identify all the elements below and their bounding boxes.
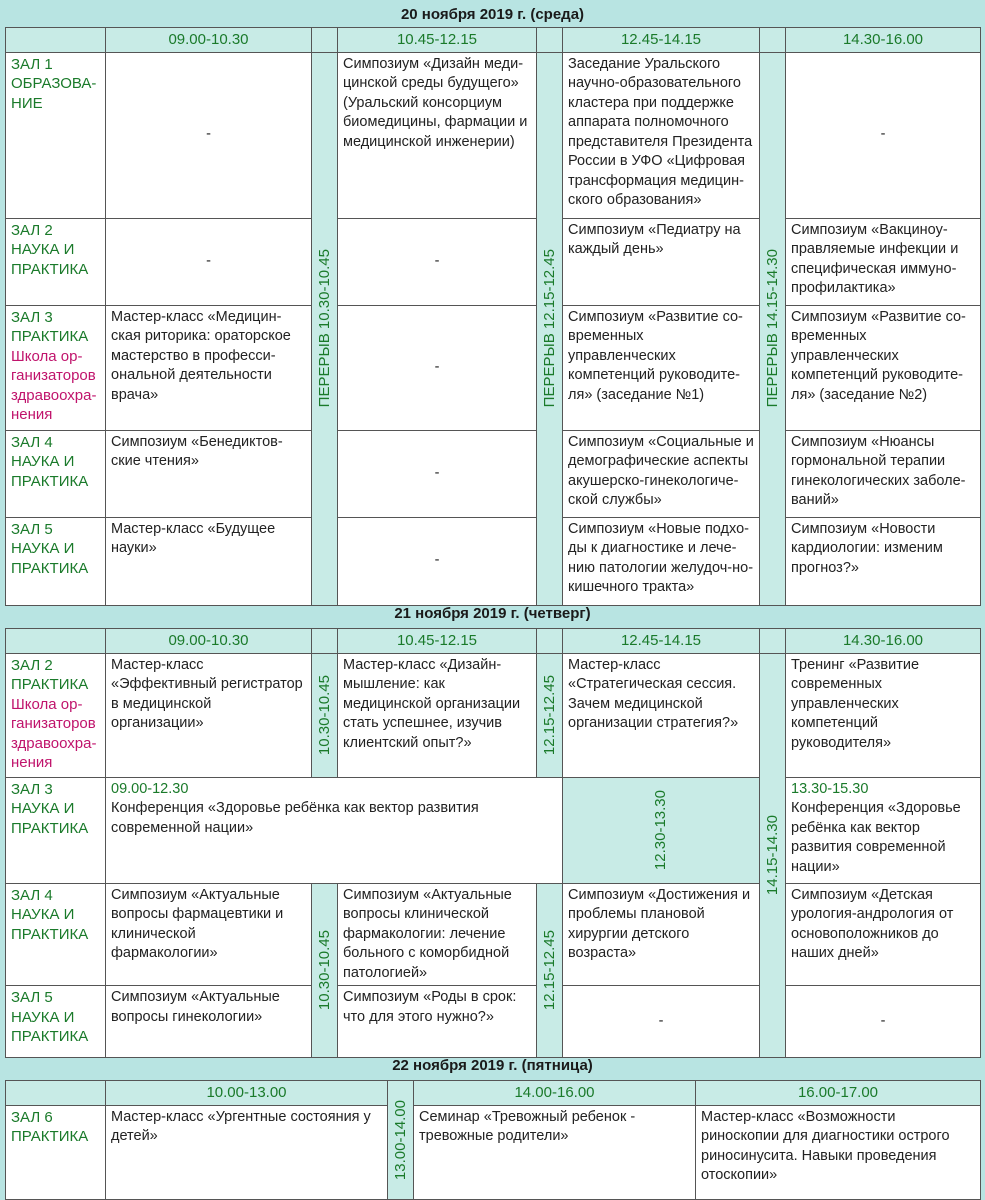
hall-school: Школа ор-ганизаторов здравоохра-нения — [11, 695, 97, 771]
day2-break-c — [760, 653, 786, 1058]
hall-number: ЗАЛ 3 — [11, 308, 53, 326]
hall-label — [6, 653, 106, 777]
break-label: ПЕРЕРЫВ 14.15-14.30 — [763, 249, 781, 408]
day2-break-zal3 — [563, 777, 760, 883]
day3-schedule-table — [5, 1080, 981, 1200]
hall-school: Школа ор-ганизаторов здравоохра-нения — [11, 347, 97, 423]
hall-number: ЗАЛ 2 — [11, 656, 53, 674]
hall-track: НАУКА И ПРАКТИКА — [11, 906, 89, 943]
hall-number: ЗАЛ 2 — [11, 221, 53, 239]
day2-time-slot-4: 14.30-16.00 — [786, 629, 981, 654]
session-cell: Симпозиум «Роды в срок: что для этого нужно?» — [338, 986, 537, 1058]
day2-row-zal3 — [6, 777, 981, 883]
day1-break-1 — [312, 52, 338, 605]
break-label: ПЕРЕРЫВ 10.30-10.45 — [315, 249, 333, 408]
day2-row-zal4 — [6, 883, 981, 986]
day2-break-header-3 — [760, 629, 786, 654]
hall-track: НАУКА И ПРАКТИКА — [11, 1008, 89, 1045]
day1-break-3 — [760, 52, 786, 605]
session-time: 13.30-15.30 — [791, 780, 869, 797]
break-label: 12.15-12.45 — [540, 674, 558, 756]
session-cell: Симпозиум «Вакциноу-правляемые инфекции и специфическая иммуно-профилактика» — [786, 218, 981, 305]
hall-number: ЗАЛ 5 — [11, 520, 53, 538]
hall-label — [6, 1105, 106, 1199]
day2-time-slot-2: 10.45-12.15 — [338, 629, 537, 654]
break-label: ПЕРЕРЫВ 12.15-12.45 — [540, 249, 558, 408]
hall-label — [6, 52, 106, 218]
session-cell: Симпозиум «Актуальные вопросы фармацевтики и клинической фармакологии» — [106, 883, 312, 986]
day1-row-zal5 — [6, 517, 981, 605]
session-cell: Заседание Уральского научно-образовательного кластера при поддержке аппарата полномочного представителя Президента России в УФО «Цифровая трансформация медицин-ского образования» — [563, 52, 760, 218]
session-cell: Мастер-класс «Возможности риноскопии для диагностики острого риносинусита. Навыки проведения отоскопии» — [696, 1105, 981, 1199]
day1-time-slot-4: 14.30-16.00 — [786, 28, 981, 53]
day2-time-slot-1: 09.00-10.30 — [106, 629, 312, 654]
day2-break-header-2 — [537, 629, 563, 654]
hall-track: ПРАКТИКА — [11, 328, 89, 345]
hall-track: НАУКА И ПРАКТИКА — [11, 453, 89, 490]
session-cell: Симпозиум «Социальные и демографические аспекты акушерско-гинекологиче-ской службы» — [563, 430, 760, 517]
day2-time-header-row — [6, 629, 981, 654]
break-label: 10.30-10.45 — [315, 930, 333, 1011]
session-cell: Симпозиум «Достижения и проблемы плановой хирургии детского возраста» — [563, 883, 760, 986]
session-cell: Симпозиум «Развитие со-временных управленческих компетенций руководите-ля» (заседание №1) — [563, 305, 760, 430]
session-cell: Симпозиум «Педиатру на каждый день» — [563, 218, 760, 305]
session-cell: Симпозиум «Актуальные вопросы клинической фармакологии: лечение больного с коморбидной патологией» — [338, 883, 537, 986]
session-cell: - — [338, 305, 537, 430]
day3-row-zal6 — [6, 1105, 981, 1199]
session-cell: Мастер-класс «Эффективный регистратор в медицинской организации» — [106, 653, 312, 777]
day1-title: 20 ноября 2019 г. (среда) — [400, 6, 585, 23]
break-label: 10.30-10.45 — [315, 674, 333, 756]
day2-row-zal2 — [6, 653, 981, 777]
day1-break-header-3 — [760, 28, 786, 53]
hall-track: НАУКА И ПРАКТИКА — [11, 540, 89, 577]
session-cell: - — [338, 218, 537, 305]
day1-time-slot-1: 09.00-10.30 — [106, 28, 312, 53]
hall-track: ПРАКТИКА — [11, 676, 89, 693]
hall-number: ЗАЛ 1 — [11, 55, 53, 73]
day2-break-zal45-b — [537, 883, 563, 1058]
day2-schedule-table — [5, 628, 981, 1058]
session-cell: Симпозиум «Дизайн меди-цинской среды будущего» (Уральский консорциум биомедицины, фармации и медицинской инженерии) — [338, 52, 537, 218]
session-cell — [786, 777, 981, 883]
session-cell-wide — [106, 777, 563, 883]
day1-break-2 — [537, 52, 563, 605]
session-cell: Симпозиум «Новости кардиологии: изменим прогноз?» — [786, 517, 981, 605]
session-cell: Симпозиум «Актуальные вопросы гинекологии» — [106, 986, 312, 1058]
session-cell: - — [786, 52, 981, 218]
hall-number: ЗАЛ 5 — [11, 989, 53, 1006]
day1-break-header-2 — [537, 28, 563, 53]
day1-row-zal1 — [6, 52, 981, 218]
hall-label — [6, 883, 106, 986]
hall-label — [6, 305, 106, 430]
session-text: Конференция «Здоровье ребёнка как вектор развития современной нации» — [111, 800, 479, 836]
day3-break — [388, 1081, 414, 1200]
day1-row-zal3 — [6, 305, 981, 430]
session-cell: Мастер-класс «Медицин-ская риторика: ораторское мастерство в професси-ональной деятельности врача» — [106, 305, 312, 430]
day2-corner-cell — [6, 629, 106, 654]
day3-time-header-row — [6, 1081, 981, 1106]
break-label: 14.15-14.30 — [763, 815, 781, 896]
session-cell: Симпозиум «Детская урология-андрология от основоположников до наших дней» — [786, 883, 981, 986]
hall-label — [6, 777, 106, 883]
day2-break-header-1 — [312, 629, 338, 654]
session-cell: - — [106, 218, 312, 305]
session-cell: Симпозиум «Нюансы гормональной терапии гинекологических заболе-ваний» — [786, 430, 981, 517]
hall-label — [6, 517, 106, 605]
day3-time-slot-2: 14.00-16.00 — [414, 1081, 696, 1106]
day3-time-slot-1: 10.00-13.00 — [106, 1081, 388, 1106]
day1-time-header-row — [6, 28, 981, 53]
day1-time-slot-2: 10.45-12.15 — [338, 28, 537, 53]
session-cell: Симпозиум «Бенедиктов-ские чтения» — [106, 430, 312, 517]
session-cell: - — [563, 986, 760, 1058]
session-text: Конференция «Здоровье ребёнка как вектор развития современной нации» — [791, 800, 961, 875]
hall-label — [6, 430, 106, 517]
hall-track: ОБРАЗОВА-НИЕ — [11, 75, 97, 112]
session-cell: Тренинг «Развитие современных управленческих компетенций руководителя» — [786, 653, 981, 777]
session-cell: Мастер-класс «Будущее науки» — [106, 517, 312, 605]
day1-corner-cell — [6, 28, 106, 53]
day1-time-slot-3: 12.45-14.15 — [563, 28, 760, 53]
hall-number: ЗАЛ 4 — [11, 433, 53, 451]
session-time: 09.00-12.30 — [111, 780, 189, 797]
session-cell: - — [786, 986, 981, 1058]
day3-title: 22 ноября 2019 г. (пятница) — [392, 1057, 593, 1074]
hall-track: НАУКА И ПРАКТИКА — [11, 241, 89, 278]
day2-break-zal2-a — [312, 653, 338, 777]
day1-schedule-table — [5, 27, 981, 606]
hall-label — [6, 218, 106, 305]
hall-track: ПРАКТИКА — [11, 1128, 89, 1145]
session-cell: Мастер-класс «Ургентные состояния у детей» — [106, 1105, 388, 1199]
break-label: 12.30-13.30 — [652, 789, 670, 871]
session-cell: Симпозиум «Развитие со-временных управленческих компетенций руководите-ля» (заседание №2) — [786, 305, 981, 430]
hall-number: ЗАЛ 6 — [11, 1108, 53, 1126]
break-label: 13.00-14.00 — [391, 1099, 409, 1180]
day3-time-slot-3: 16.00-17.00 — [696, 1081, 981, 1106]
session-cell: - — [338, 517, 537, 605]
day2-time-slot-3: 12.45-14.15 — [563, 629, 760, 654]
day2-break-zal2-b — [537, 653, 563, 777]
hall-label — [6, 986, 106, 1058]
day2-row-zal5 — [6, 986, 981, 1058]
session-cell: Мастер-класс «Стратегическая сессия. Зачем медицинской организации стратегия?» — [563, 653, 760, 777]
session-cell: - — [106, 52, 312, 218]
session-cell: Мастер-класс «Дизайн-мышление: как медицинской организации стать успешнее, изучив клиентский опыт?» — [338, 653, 537, 777]
hall-number: ЗАЛ 3 — [11, 780, 53, 798]
day2-title: 21 ноября 2019 г. (четверг) — [394, 605, 591, 622]
session-cell: Симпозиум «Новые подхо-ды к диагностике и лече-нию патологии желудоч-но-кишечного тракта» — [563, 517, 760, 605]
day3-corner-cell — [6, 1081, 106, 1106]
hall-track: НАУКА И ПРАКТИКА — [11, 800, 89, 837]
day2-break-zal45-a — [312, 883, 338, 1058]
hall-number: ЗАЛ 4 — [11, 886, 53, 904]
session-cell: - — [338, 430, 537, 517]
day1-row-zal4 — [6, 430, 981, 517]
break-label: 12.15-12.45 — [540, 930, 558, 1011]
day1-break-header-1 — [312, 28, 338, 53]
session-cell: Семинар «Тревожный ребенок - тревожные родители» — [414, 1105, 696, 1199]
day1-row-zal2 — [6, 218, 981, 305]
